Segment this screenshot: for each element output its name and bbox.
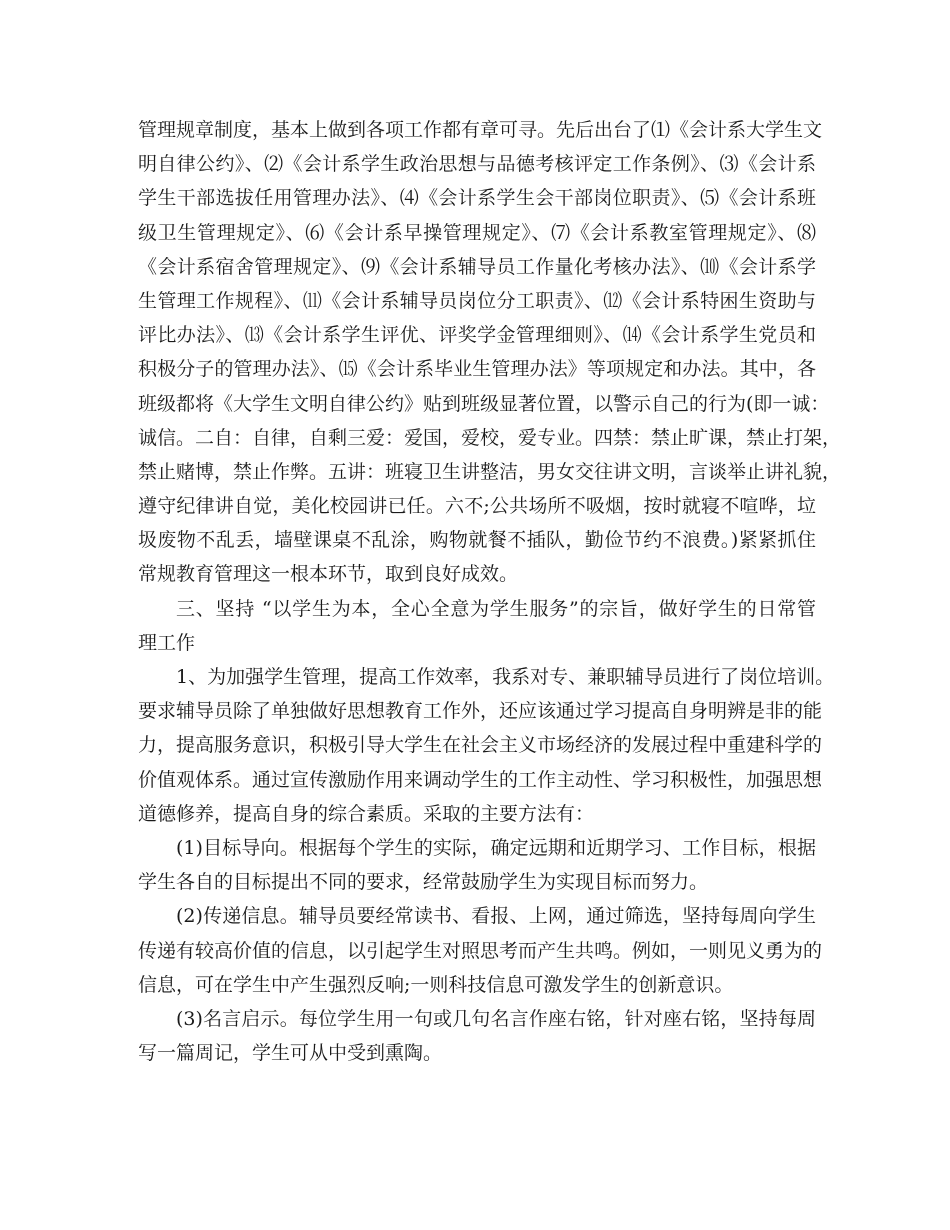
text-line: (2)传递信息。辅导员要经常读书、看报、上网，通过筛选，坚持每周向学生 bbox=[176, 905, 816, 928]
text-line: 诚信。二自：自律，自剩三爱：爱国，爱校，爱专业。四禁：禁止旷课，禁止打架， bbox=[138, 426, 842, 449]
text-line: 生管理工作规程》、⑾《会计系辅导员岗位分工职责》、⑿《会计系特困生资助与 bbox=[138, 289, 816, 312]
text-line: 禁止赌博，禁止作弊。五讲：班寝卫生讲整洁，男女交往讲文明，言谈举止讲礼貌， bbox=[138, 460, 842, 483]
text-line: 积极分子的管理办法》、⒂《会计系毕业生管理办法》等项规定和办法。其中，各 bbox=[138, 358, 816, 381]
text-line: 级卫生管理规定》、⑹《会计系早操管理规定》、⑺《会计系教室管理规定》、⑻ bbox=[138, 221, 816, 244]
text-line: 学生干部选拔任用管理办法》、⑷《会计系学生会干部岗位职责》、⑸《会计系班 bbox=[138, 187, 816, 210]
text-line: 班级都将《大学生文明自律公约》贴到班级显著位置，以警示自己的行为(即一诚： bbox=[138, 392, 830, 415]
section-heading: 三、坚持 “以学生为本，全心全意为学生服务”的宗旨，做好学生的日常管 bbox=[176, 597, 816, 620]
text-line: 管理规章制度，基本上做到各项工作都有章可寻。先后出台了⑴《会计系大学生文 bbox=[138, 119, 823, 141]
text-line: 传递有较高价值的信息，以引起学生对照思考而产生共鸣。例如，一则见义勇为的 bbox=[138, 939, 823, 962]
text-line: 明自律公约》、⑵《会计系学生政治思想与品德考核评定工作条例》、⑶《会计系 bbox=[138, 153, 816, 176]
text-line: 力，提高服务意识，积极引导大学生在社会主义市场经济的发展过程中重建科学的 bbox=[138, 734, 823, 757]
document-page bbox=[138, 113, 842, 1070]
text-line: 价值观体系。通过宣传激励作用来调动学生的工作主动性、学习积极性，加强思想 bbox=[138, 768, 823, 791]
text-line: 学生各自的目标提出不同的要求，经常鼓励学生为实现目标而努力。 bbox=[138, 871, 709, 894]
section-heading-continued: 理工作 bbox=[138, 631, 196, 654]
text-line: 常规教育管理这一根本环节，取到良好成效。 bbox=[138, 563, 519, 586]
text-line: 圾废物不乱丢，墙壁课桌不乱涂，购物就餐不插队，勤俭节约不浪费。)紧紧抓住 bbox=[138, 529, 816, 552]
text-line: 要求辅导员除了单独做好思想教育工作外，还应该通过学习提高自身明辨是非的能 bbox=[138, 700, 823, 723]
text-line: 《会计系宿舍管理规定》、⑼《会计系辅导员工作量化考核办法》、⑽《会计系学 bbox=[138, 255, 816, 278]
text-line: 写一篇周记，学生可从中受到熏陶。 bbox=[138, 1042, 443, 1065]
text-line: 遵守纪律讲自觉，美化校园讲已任。六不;公共场所不吸烟，按时就寝不喧哗，垃 bbox=[138, 495, 816, 518]
text-line: (3)名言启示。每位学生用一句或几句名言作座右铭，针对座右铭，坚持每周 bbox=[176, 1007, 816, 1030]
text-line: (1)目标导向。根据每个学生的实际，确定远期和近期学习、工作目标，根据 bbox=[176, 836, 816, 859]
text-line: 评比办法》、⒀《会计系学生评优、评奖学金管理细则》、⒁《会计系学生党员和 bbox=[138, 324, 816, 347]
text-line: 道德修养，提高自身的综合素质。采取的主要方法有： bbox=[138, 802, 595, 825]
text-line: 1、为加强学生管理，提高工作效率，我系对专、兼职辅导员进行了岗位培训。 bbox=[176, 666, 835, 688]
text-line: 信息，可在学生中产生强烈反响;一则科技信息可激发学生的创新意识。 bbox=[138, 973, 734, 996]
